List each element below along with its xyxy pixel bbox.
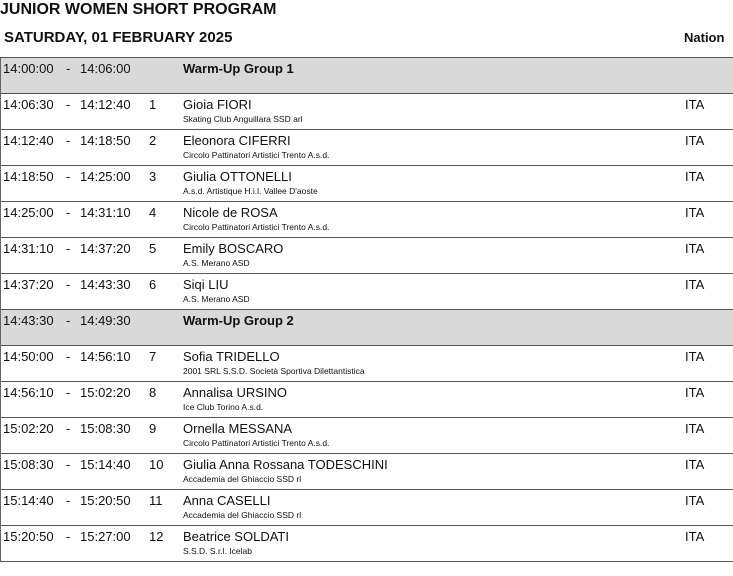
club-name: A.s.d. Artistique H.i.l. Vallee D'aoste [183,186,318,196]
club-name: A.S. Merano ASD [183,294,250,304]
start-time: 14:00:00 [3,61,54,76]
skater-name: Beatrice SOLDATI [183,529,289,544]
club-name: S.S.D. S.r.l. Icelab [183,546,252,556]
club-name: Skating Club Anguillara SSD arl [183,114,303,124]
skater-name: Anna CASELLI [183,493,271,508]
time-separator: - [66,529,71,544]
club-name: Circolo Pattinatori Artistici Trento A.s.d. [183,438,330,448]
skater-row [1,166,733,202]
start-number: 5 [149,241,157,256]
skater-row [1,418,733,454]
skater-row [1,202,733,238]
skater-name: Eleonora CIFERRI [183,133,291,148]
time-separator: - [66,133,71,148]
skater-row [1,238,733,274]
schedule-table [0,57,733,562]
nation-code: ITA [685,133,705,148]
skater-name: Giulia Anna Rossana TODESCHINI [183,457,388,472]
skater-row [1,526,733,562]
skater-name: Annalisa URSINO [183,385,288,400]
time-separator: - [66,457,71,472]
start-number: 4 [149,205,157,220]
end-time: 14:37:20 [80,241,131,256]
start-number: 8 [149,385,157,400]
club-name: Accademia del Ghiaccio SSD rl [183,510,302,520]
event-title: JUNIOR WOMEN SHORT PROGRAM [0,1,277,18]
skater-name: Gioia FIORI [183,97,252,112]
start-time: 14:50:00 [3,349,54,364]
time-separator: - [66,385,71,400]
skater-name: Ornella MESSANA [183,421,293,436]
nation-code: ITA [685,457,705,472]
end-time: 14:31:10 [80,205,131,220]
nation-code: ITA [685,205,705,220]
time-separator: - [66,421,71,436]
end-time: 15:14:40 [80,457,131,472]
end-time: 14:56:10 [80,349,131,364]
skater-name: Giulia OTTONELLI [183,169,292,184]
end-time: 14:06:00 [80,61,131,76]
time-separator: - [66,277,71,292]
club-name: Circolo Pattinatori Artistici Trento A.s.d. [183,222,330,232]
club-name: Ice Club Torino A.s.d. [183,402,264,412]
club-name: Circolo Pattinatori Artistici Trento A.s.d. [183,150,330,160]
end-time: 15:02:20 [80,385,131,400]
skater-row [1,94,733,130]
start-time: 14:12:40 [3,133,54,148]
nation-code: ITA [685,277,705,292]
club-name: A.S. Merano ASD [183,258,250,268]
start-time: 14:25:00 [3,205,54,220]
end-time: 14:43:30 [80,277,131,292]
start-time: 15:08:30 [3,457,54,472]
start-time: 14:56:10 [3,385,54,400]
nation-code: ITA [685,493,705,508]
start-time: 14:18:50 [3,169,54,184]
club-name: 2001 SRL S.S.D. Società Sportiva Dilettantistica [183,366,365,376]
start-number: 9 [149,421,157,436]
end-time: 14:25:00 [80,169,131,184]
nation-code: ITA [685,385,705,400]
skater-name: Sofia TRIDELLO [183,349,280,364]
skater-row [1,490,733,526]
warmup-row [1,58,733,94]
start-time: 14:31:10 [3,241,54,256]
warmup-row [1,310,733,346]
start-number: 12 [149,529,164,544]
time-separator: - [66,97,71,112]
start-time: 15:20:50 [3,529,54,544]
start-time: 14:06:30 [3,97,54,112]
skater-row [1,382,733,418]
end-time: 15:08:30 [80,421,131,436]
end-time: 15:27:00 [80,529,131,544]
time-separator: - [66,241,71,256]
time-separator: - [66,61,71,76]
end-time: 14:18:50 [80,133,131,148]
time-separator: - [66,313,71,328]
nation-code: ITA [685,529,705,544]
skater-row [1,130,733,166]
club-name: Accademia del Ghiaccio SSD rl [183,474,302,484]
start-time: 14:37:20 [3,277,54,292]
end-time: 14:12:40 [80,97,131,112]
time-separator: - [66,205,71,220]
time-separator: - [66,493,71,508]
skater-name: Nicole de ROSA [183,205,278,220]
warmup-group-label: Warm-Up Group 1 [183,61,294,76]
start-number: 6 [149,277,157,292]
nation-column-header: Nation [684,30,725,45]
start-time: 14:43:30 [3,313,54,328]
start-number: 7 [149,349,157,364]
start-number: 2 [149,133,157,148]
start-time: 15:02:20 [3,421,54,436]
end-time: 15:20:50 [80,493,131,508]
skater-row [1,454,733,490]
start-number: 10 [149,457,164,472]
skater-name: Siqi LIU [183,277,229,292]
nation-code: ITA [685,169,705,184]
time-separator: - [66,169,71,184]
start-number: 3 [149,169,157,184]
event-date: SATURDAY, 01 FEBRUARY 2025 [4,29,233,46]
skater-name: Emily BOSCARO [183,241,284,256]
start-number: 1 [149,97,157,112]
end-time: 14:49:30 [80,313,131,328]
time-separator: - [66,349,71,364]
start-number: 11 [149,493,163,508]
warmup-group-label: Warm-Up Group 2 [183,313,294,328]
nation-code: ITA [685,97,705,112]
skater-row [1,346,733,382]
nation-code: ITA [685,241,705,256]
nation-code: ITA [685,349,705,364]
nation-code: ITA [685,421,705,436]
skater-row [1,274,733,310]
start-time: 15:14:40 [3,493,54,508]
